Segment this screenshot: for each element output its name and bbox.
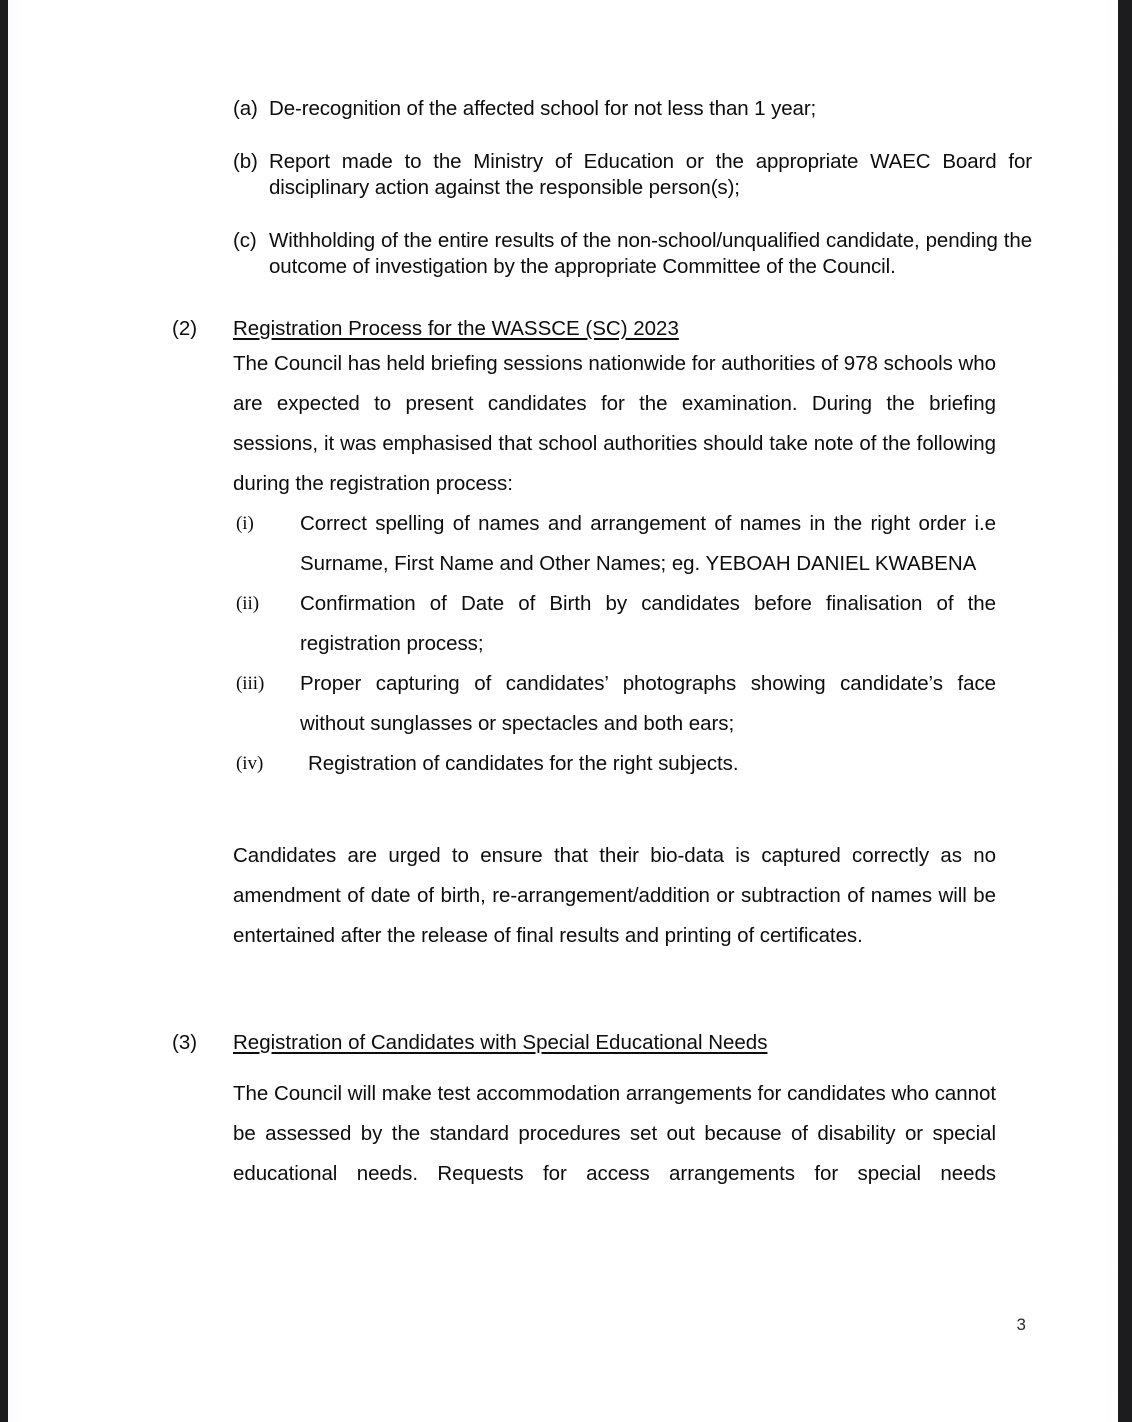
section-3-title: Registration of Candidates with Special Educational Needs — [233, 1031, 768, 1054]
section-3 — [172, 1028, 996, 1234]
scan-edge-right — [1118, 0, 1132, 1422]
list-item — [233, 96, 1032, 122]
section-2-closing-paragraph: Candidates are urged to ensure that their bio-data is captured correctly as no amendment of date of birth, re-arrangement/addition or subtraction of names will be entertained after the release of final results and printing of certificates. — [233, 844, 996, 947]
section-2 — [172, 314, 996, 956]
section-2-intro-paragraph: The Council has held briefing sessions nationwide for authorities of 978 schools who are expected to present candidates for the examination. During the briefing sessions, it was emphasised that school authorities should take note of the following during the registration process: — [233, 352, 996, 495]
roman-numeral-list — [233, 504, 996, 784]
list-item — [233, 149, 1032, 201]
list-item — [233, 584, 996, 664]
section-2-number: (2) — [172, 317, 198, 340]
list-item-marker: (c) — [233, 229, 257, 252]
list-item-text: Proper capturing of candidates’ photographs showing candidate’s face without sunglasses or spectacles and both ears; — [300, 672, 996, 735]
list-item — [233, 504, 996, 584]
section-3-number: (3) — [172, 1031, 198, 1054]
list-item-text: Confirmation of Date of Birth by candidates before finalisation of the registration process; — [300, 592, 996, 655]
page-content — [172, 96, 1032, 1234]
list-item-marker: (i) — [236, 513, 254, 534]
list-item-text: Report made to the Ministry of Education or the appropriate WAEC Board for disciplinary action against the responsible person(s); — [269, 150, 1032, 199]
list-item-marker: (iv) — [236, 753, 264, 774]
list-item — [233, 228, 1032, 280]
section-2-heading — [172, 314, 996, 344]
list-item-text: Correct spelling of names and arrangement of names in the right order i.e Surname, First Name and Other Names; eg. YEBOAH DANIEL KWABENA — [300, 512, 996, 575]
section-3-heading — [172, 1028, 996, 1058]
list-item-text: Withholding of the entire results of the non-school/unqualified candidate, pending the outcome of investigation by the appropriate Committee of the Council. — [269, 229, 1032, 278]
paragraph-spacer — [172, 784, 996, 836]
lettered-sanctions-list — [172, 96, 1032, 280]
page-number: 3 — [1016, 1315, 1026, 1334]
list-item-marker: (b) — [233, 150, 258, 173]
section-2-title: Registration Process for the WASSCE (SC) 2023 — [233, 317, 679, 340]
list-item — [233, 744, 996, 784]
list-item — [233, 664, 996, 744]
list-item-marker: (ii) — [236, 593, 260, 614]
list-item-marker: (iii) — [236, 673, 265, 694]
section-3-paragraph: The Council will make test accommodation arrangements for candidates who cannot be assessed by the standard procedures set out because of disability or special educational needs. Requests for access arrangements for special needs — [233, 1082, 996, 1185]
scan-edge-left — [0, 0, 8, 1422]
list-item-marker: (a) — [233, 97, 258, 120]
list-item-text: Registration of candidates for the right subjects. — [308, 752, 739, 775]
list-item-text: De-recognition of the affected school for not less than 1 year; — [269, 97, 817, 120]
paper-sheet — [8, 0, 1118, 1422]
